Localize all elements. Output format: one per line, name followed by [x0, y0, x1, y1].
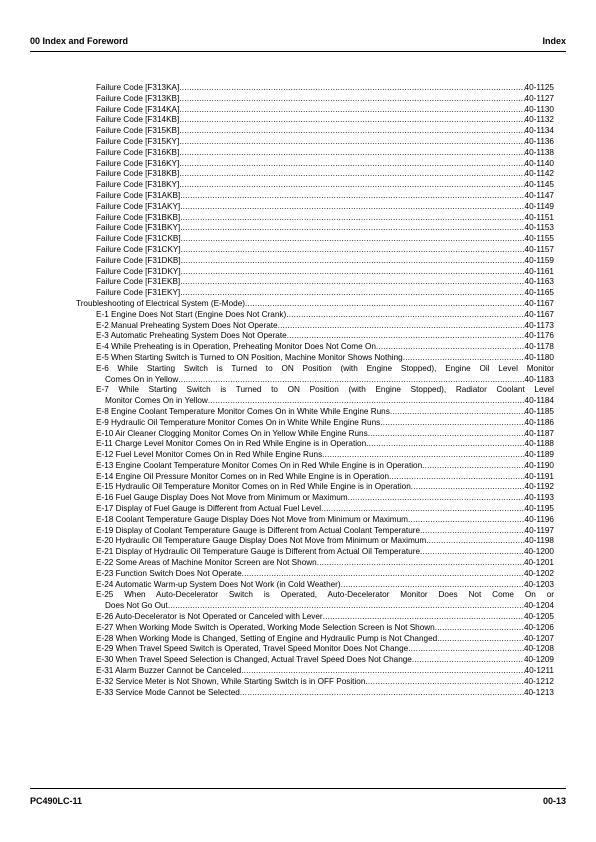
index-entry[interactable]	[76, 407, 554, 418]
dot-leader	[180, 191, 524, 202]
index-entry-page: 40-1125	[524, 83, 554, 92]
index-entry-title: Failure Code [F315KB]	[96, 126, 180, 136]
index-entry-page: 40-1127	[524, 93, 554, 103]
index-entry-title: Failure Code [F31CKY]	[96, 244, 181, 254]
index-entry-page: 40-1213	[523, 687, 554, 697]
index-entry-title: E-33 Service Mode Cannot be Selected	[96, 687, 240, 697]
index-entry[interactable]	[76, 277, 554, 288]
index-entry-title: Failure Code [F316KY]	[96, 158, 180, 168]
index-entry-title: E-4 While Preheating is in Operation, Preheating Monitor Does Not Come On	[96, 342, 376, 352]
index-entry-title-continued: Monitor Comes On in Yellow	[105, 396, 208, 406]
dot-leader	[245, 299, 525, 310]
footer-divider	[30, 788, 566, 789]
index-entry-title-continued: Does Not Go Out	[105, 601, 168, 611]
index-entry-title: E-27 When Working Mode Switch is Operated, Working Mode Selection Screen is Not Shown	[96, 622, 435, 632]
index-entry-page: 40-1130	[524, 104, 554, 114]
index-entry-title: E-3 Automatic Preheating System Does Not Operate	[96, 331, 287, 341]
dot-leader	[426, 536, 524, 547]
dot-leader	[341, 580, 524, 591]
index-entry-page: 40-1167	[524, 298, 554, 308]
index-entry[interactable]	[76, 148, 554, 159]
index-entry-page: 40-1151	[524, 212, 554, 222]
dot-leader	[179, 159, 524, 170]
index-entry-title: E-8 Engine Coolant Temperature Monitor Comes On in White While Engine Runs	[96, 406, 390, 416]
index-entry[interactable]	[76, 331, 554, 342]
dot-leader	[278, 321, 525, 332]
dot-leader	[380, 418, 524, 429]
dot-leader	[181, 256, 525, 267]
index-entry-title: E-13 Engine Coolant Temperature Monitor Comes On in Red While Engine is in Operation	[96, 460, 423, 470]
index-entry-title: Failure Code [F314KB]	[96, 115, 180, 125]
index-entry-page: 40-1212	[523, 676, 554, 686]
dot-leader	[181, 267, 525, 278]
index-entry[interactable]	[76, 472, 554, 483]
index-entry-page: 40-1145	[524, 180, 554, 190]
index-entry-title: Failure Code [F31AKY]	[96, 201, 181, 211]
index-entry[interactable]	[76, 439, 554, 450]
index-entry-title: Failure Code [F31CKB]	[96, 234, 181, 244]
index-entry[interactable]	[76, 213, 554, 224]
index-entry[interactable]	[76, 299, 554, 310]
dot-leader	[179, 126, 524, 137]
index-entry-title: E-2 Manual Preheating System Does Not Operate	[96, 320, 278, 330]
index-entry[interactable]	[76, 515, 554, 526]
dot-leader	[435, 623, 524, 634]
dot-leader	[403, 353, 525, 364]
index-entry[interactable]	[76, 353, 554, 364]
index-entry-page: 40-1202	[523, 568, 554, 578]
index-entry[interactable]	[76, 321, 554, 332]
index-entry-title: Failure Code [F31EKY]	[96, 288, 181, 298]
dot-leader	[287, 331, 525, 342]
index-entry[interactable]	[76, 504, 554, 515]
index-entry-page: 40-1188	[524, 439, 554, 449]
index-entry-title: E-10 Air Cleaner Clogging Monitor Comes On in Yellow While Engine Runs	[96, 428, 368, 438]
dot-leader	[437, 634, 524, 645]
index-entry-page: 40-1155	[524, 234, 554, 244]
index-entry-page: 40-1189	[524, 450, 554, 460]
dot-leader	[422, 461, 524, 472]
index-entry-title: E-7 While Starting Switch is Turned to ON Position (with Engine Stopped), Radiator Coolant Level	[96, 385, 554, 395]
index-entry[interactable]	[76, 536, 554, 547]
index-entry-page: 40-1163	[524, 277, 554, 287]
index-entry-page: 40-1197	[524, 525, 554, 535]
index-entry-page: 40-1207	[523, 633, 554, 643]
index-entry-title: E-15 Hydraulic Oil Temperature Monitor Comes on in Red While Engine is in Operation	[96, 482, 411, 492]
index-entry-continuation	[96, 375, 554, 386]
index-entry[interactable]	[76, 223, 554, 234]
dot-leader	[241, 666, 524, 677]
index-entry[interactable]	[76, 94, 554, 105]
index-entry-page: 40-1192	[524, 482, 554, 492]
index-entry-continuation	[96, 396, 554, 407]
index-entry[interactable]	[76, 526, 554, 537]
index-entry[interactable]	[76, 580, 554, 591]
index-entry-page: 40-1185	[524, 406, 554, 416]
index-entry-page: 40-1193	[524, 493, 554, 503]
dot-leader	[408, 515, 525, 526]
index-entry-page: 40-1147	[524, 190, 554, 200]
index-entry[interactable]	[76, 245, 554, 256]
index-entry-page: 40-1138	[524, 147, 554, 157]
index-entry-page: 40-1149	[524, 201, 554, 211]
footer-model: PC490LC-11	[30, 796, 83, 806]
index-entry-title: Failure Code [F318KB]	[96, 169, 180, 179]
index-entry[interactable]	[76, 202, 554, 213]
header-section-title: 00 Index and Foreword	[30, 36, 129, 46]
index-entry-title: Failure Code [F31EKB]	[96, 277, 181, 287]
index-entry[interactable]	[76, 493, 554, 504]
index-entry-title: E-5 When Starting Switch is Turned to ON Position, Machine Monitor Shows Nothing	[96, 352, 403, 362]
index-entry-title: E-30 When Travel Speed Selection is Changed, Actual Travel Speed Does Not Change	[96, 655, 412, 665]
dot-leader	[168, 601, 524, 612]
index-entry[interactable]	[76, 288, 554, 299]
index-entry-title: Failure Code [F31BKY]	[96, 223, 181, 233]
index-entry-title: E-21 Display of Hydraulic Oil Temperature Gauge is Different from Actual Oil Temperature	[96, 547, 420, 557]
index-entry-page: 40-1204	[523, 601, 554, 611]
dot-leader	[180, 202, 524, 213]
dot-leader	[180, 277, 524, 288]
index-entry[interactable]	[76, 115, 554, 126]
dot-leader	[179, 94, 524, 105]
index-entry[interactable]	[76, 191, 554, 202]
index-entry[interactable]	[76, 655, 554, 666]
index-entry-title-continued: Comes On in Yellow	[105, 374, 179, 384]
index-entry-title: Failure Code [F313KA]	[96, 83, 180, 92]
index-entry-page: 40-1208	[523, 644, 554, 654]
dot-leader	[420, 526, 525, 537]
index-entry-title: E-6 While Starting Switch is Turned to ON Position (with Engine Stopped), Engine Oil Level Monitor	[96, 363, 554, 373]
index-entry-title: E-25 When Auto-Decelerator Switch is Operated, Auto-Decelerator Monitor Does Not Come On or	[96, 590, 554, 600]
index-entry-title: Failure Code [F316KB]	[96, 147, 180, 157]
dot-leader	[389, 472, 524, 483]
index-entry[interactable]	[76, 677, 554, 688]
index-entry-page: 40-1140	[524, 158, 554, 168]
index-entry-title: Failure Code [F313KB]	[96, 93, 180, 103]
index-entry-page: 40-1134	[524, 126, 554, 136]
index-entry-page: 40-1167	[524, 309, 554, 319]
dot-leader	[179, 83, 524, 94]
index-entry-page: 40-1178	[524, 342, 554, 352]
dot-leader	[180, 223, 524, 234]
index-entry[interactable]	[76, 590, 554, 612]
index-entry-page: 40-1196	[524, 514, 554, 524]
dot-leader	[179, 137, 524, 148]
index-entry[interactable]	[76, 461, 554, 472]
index-entry-page: 40-1136	[524, 136, 554, 146]
index-entry-title: E-24 Automatic Warm-up System Does Not Work (in Cold Weather)	[96, 579, 341, 589]
dot-leader	[179, 115, 524, 126]
index-entry[interactable]	[76, 105, 554, 116]
page-header	[30, 36, 566, 50]
header-index-label: Index	[542, 36, 566, 46]
dot-leader	[321, 504, 524, 515]
index-entry-page: 40-1180	[524, 352, 554, 362]
dot-leader	[323, 612, 524, 623]
index-entry-title: E-16 Fuel Gauge Display Does Not Move from Minimum or Maximum	[96, 493, 348, 503]
index-entry-title: E-32 Service Meter is Not Shown, While Starting Switch is in OFF Position	[96, 676, 366, 686]
index-entry[interactable]	[76, 569, 554, 580]
index-entry-page: 40-1159	[524, 255, 554, 265]
index-entry-title: E-14 Engine Oil Pressure Monitor Comes on in Red While Engine is in Operation	[96, 471, 390, 481]
index-entry-title: Troubleshooting of Electrical System (E-Mode)	[76, 298, 245, 308]
index-entry-page: 40-1190	[524, 460, 554, 470]
index-entry-page: 40-1209	[523, 655, 554, 665]
dot-leader	[178, 375, 524, 386]
index-entry[interactable]	[76, 666, 554, 677]
index-entry-page: 40-1200	[523, 547, 554, 557]
index-list	[76, 83, 554, 698]
index-entry-title: E-9 Hydraulic Oil Temperature Monitor Comes On in White While Engine Runs	[96, 417, 381, 427]
index-entry-page: 40-1195	[524, 504, 554, 514]
index-entry-title: E-11 Charge Level Monitor Comes On in Red While Engine is in Operation	[96, 439, 367, 449]
dot-leader	[179, 169, 524, 180]
index-entry[interactable]	[76, 418, 554, 429]
dot-leader	[179, 105, 524, 116]
index-entry[interactable]	[76, 137, 554, 148]
dot-leader	[179, 180, 524, 191]
dot-leader	[368, 429, 525, 440]
index-entry-page: 40-1191	[524, 471, 554, 481]
index-entry-page: 40-1142	[524, 169, 554, 179]
index-entry[interactable]	[76, 256, 554, 267]
index-entry-title: E-17 Display of Fuel Gauge is Different from Actual Fuel Level	[96, 504, 322, 514]
index-entry-title: E-22 Some Areas of Machine Monitor Screen are Not Shown	[96, 558, 317, 568]
index-entry-page: 40-1153	[524, 223, 554, 233]
index-entry-page: 40-1203	[523, 579, 554, 589]
index-entry[interactable]	[76, 342, 554, 353]
index-entry-title: E-1 Engine Does Not Start (Engine Does Not Crank)	[96, 309, 287, 319]
page-footer	[30, 796, 566, 810]
index-entry-page: 40-1165	[524, 288, 554, 298]
index-entry-title: Failure Code [F31BKB]	[96, 212, 181, 222]
index-entry-title: E-26 Auto-Decelerator is Not Operated or Canceled with Lever	[96, 612, 323, 622]
index-entry-title: Failure Code [F31DKB]	[96, 255, 181, 265]
dot-leader	[411, 482, 525, 493]
header-divider	[30, 51, 566, 52]
dot-leader	[242, 569, 524, 580]
index-entry-page: 40-1186	[524, 417, 554, 427]
dot-leader	[181, 245, 525, 256]
index-entry[interactable]	[76, 364, 554, 386]
index-entry-page: 40-1198	[524, 536, 554, 546]
index-entry-title: Failure Code [F318KY]	[96, 180, 180, 190]
index-entry-page: 40-1183	[524, 374, 554, 384]
index-entry-title: Failure Code [F314KA]	[96, 104, 180, 114]
dot-leader	[412, 655, 524, 666]
dot-leader	[181, 234, 525, 245]
dot-leader	[408, 644, 524, 655]
index-entry-title: E-23 Function Switch Does Not Operate	[96, 568, 242, 578]
index-entry-title: Failure Code [F31AKB]	[96, 190, 181, 200]
dot-leader	[322, 450, 524, 461]
index-entry-continuation	[96, 601, 554, 612]
dot-leader	[240, 688, 524, 699]
index-entry-title: E-18 Coolant Temperature Gauge Display Does Not Move from Minimum or Maximum	[96, 514, 408, 524]
dot-leader	[376, 342, 525, 353]
index-entry-title: E-19 Display of Coolant Temperature Gauge is Different from Actual Coolant Temperature	[96, 525, 421, 535]
index-entry-page: 40-1206	[523, 622, 554, 632]
index-entry-title: E-28 When Working Mode is Changed, Setting of Engine and Hydraulic Pump is Not Changed	[96, 633, 438, 643]
index-entry-title: E-29 When Travel Speed Switch is Operated, Travel Speed Monitor Does Not Change	[96, 644, 409, 654]
index-entry-page: 40-1157	[524, 244, 554, 254]
index-entry[interactable]	[76, 310, 554, 321]
dot-leader	[348, 493, 525, 504]
index-entry[interactable]	[76, 688, 554, 699]
dot-leader	[366, 439, 524, 450]
index-entry-page: 40-1187	[524, 428, 554, 438]
index-entry[interactable]	[76, 547, 554, 558]
index-entry[interactable]	[76, 429, 554, 440]
dot-leader	[390, 407, 525, 418]
index-entry-title: E-31 Alarm Buzzer Cannot be Canceled	[96, 666, 242, 676]
index-entry[interactable]	[76, 385, 554, 407]
dot-leader	[317, 558, 524, 569]
index-entry[interactable]	[76, 612, 554, 623]
dot-leader	[180, 288, 524, 299]
dot-leader	[286, 310, 524, 321]
index-entry-page: 40-1184	[524, 396, 554, 406]
dot-leader	[420, 547, 524, 558]
index-entry[interactable]	[76, 450, 554, 461]
dot-leader	[179, 148, 524, 159]
index-entry-title: Failure Code [F31DKY]	[96, 266, 181, 276]
index-entry[interactable]	[76, 159, 554, 170]
index-entry[interactable]	[76, 234, 554, 245]
index-entry[interactable]	[76, 180, 554, 191]
index-entry-page: 40-1201	[523, 558, 554, 568]
index-entry[interactable]	[76, 634, 554, 645]
index-entry-page: 40-1205	[523, 612, 554, 622]
index-entry[interactable]	[76, 558, 554, 569]
dot-leader	[180, 213, 524, 224]
footer-page-number: 00-13	[542, 796, 566, 806]
index-entry[interactable]	[76, 267, 554, 278]
index-entry-title: Failure Code [F315KY]	[96, 136, 180, 146]
index-entry[interactable]	[76, 83, 554, 94]
index-entry[interactable]	[76, 126, 554, 137]
index-entry-page: 40-1173	[524, 320, 554, 330]
index-entry[interactable]	[76, 482, 554, 493]
index-entry-page: 40-1161	[524, 266, 554, 276]
dot-leader	[365, 677, 524, 688]
index-entry[interactable]	[76, 623, 554, 634]
index-entry-title: E-12 Fuel Level Monitor Comes On in Red While Engine Runs	[96, 450, 323, 460]
index-entry[interactable]	[76, 169, 554, 180]
dot-leader	[208, 396, 525, 407]
index-entry-page: 40-1211	[524, 666, 554, 676]
index-entry-title: E-20 Hydraulic Oil Temperature Gauge Display Does Not Move from Minimum or Maximum	[96, 536, 427, 546]
index-entry-page: 40-1132	[524, 115, 554, 125]
index-entry[interactable]	[76, 644, 554, 655]
index-entry-page: 40-1176	[524, 331, 554, 341]
